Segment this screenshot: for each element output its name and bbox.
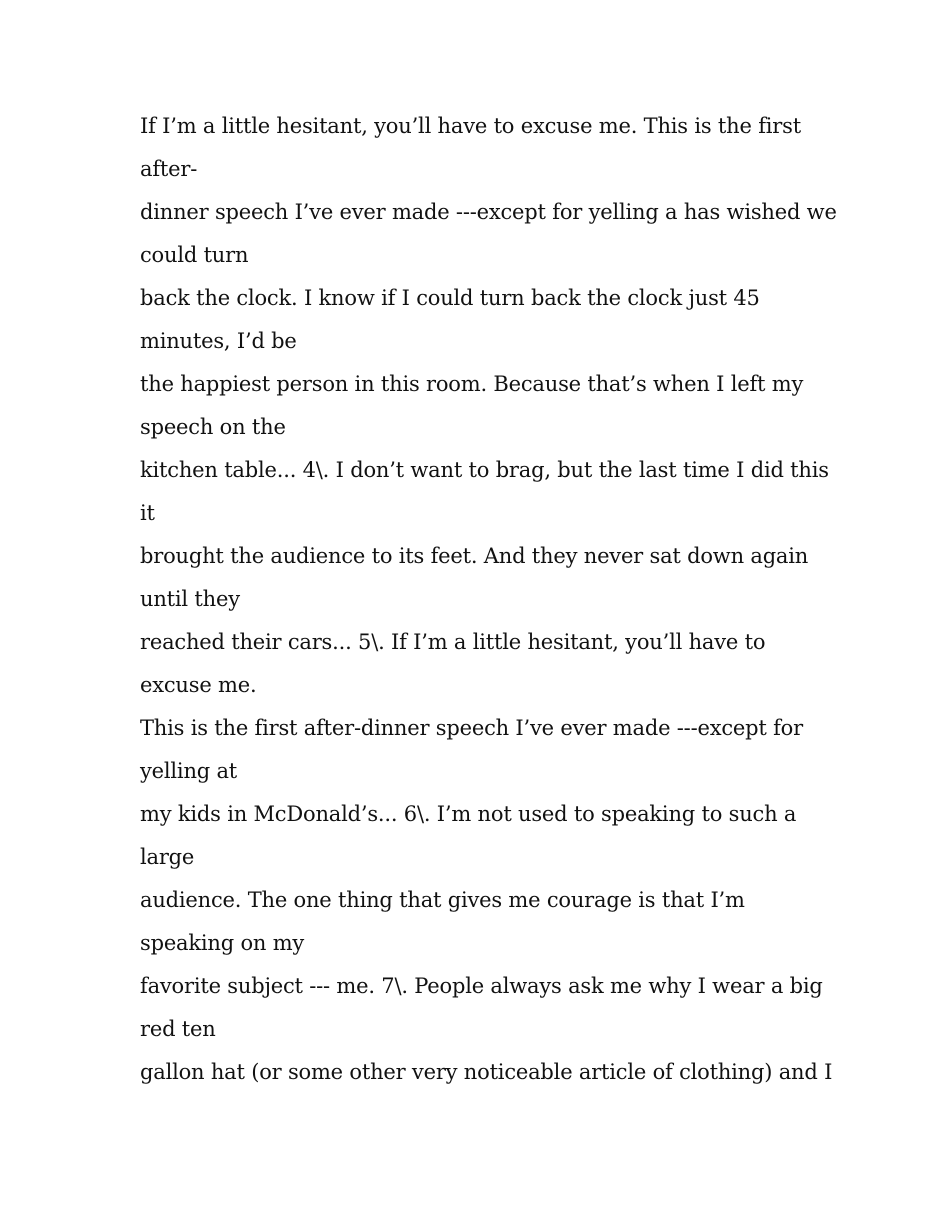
- text-line: reached their cars... 5\. If I’m a little hesitant, you’ll have to: [140, 630, 766, 654]
- text-line: minutes, I’d be: [140, 329, 297, 353]
- text-line: speech on the: [140, 415, 286, 439]
- text-line: gallon hat (or some other very noticeable article of clothing) and I: [140, 1060, 833, 1084]
- text-line: This is the first after-dinner speech I’ve ever made ---except for: [140, 716, 803, 740]
- text-line: red ten: [140, 1017, 216, 1041]
- text-line: excuse me.: [140, 673, 257, 697]
- text-line: kitchen table... 4\. I don’t want to brag, but the last time I did this: [140, 458, 829, 482]
- text-line: the happiest person in this room. Because that’s when I left my: [140, 372, 804, 396]
- text-line: until they: [140, 587, 240, 611]
- text-line: brought the audience to its feet. And they never sat down again: [140, 544, 809, 568]
- text-line: back the clock. I know if I could turn back the clock just 45: [140, 286, 760, 310]
- text-line: could turn: [140, 243, 249, 267]
- text-line: audience. The one thing that gives me courage is that I’m: [140, 888, 745, 912]
- document-body: [140, 105, 837, 1094]
- text-line: it: [140, 501, 155, 525]
- text-line: speaking on my: [140, 931, 305, 955]
- text-line: If I’m a little hesitant, you’ll have to excuse me. This is the first: [140, 114, 801, 138]
- text-line: after-: [140, 157, 198, 181]
- text-line: my kids in McDonald’s... 6\. I’m not used to speaking to such a: [140, 802, 797, 826]
- text-line: favorite subject --- me. 7\. People always ask me why I wear a big: [140, 974, 823, 998]
- text-line: yelling at: [140, 759, 238, 783]
- text-line: dinner speech I’ve ever made ---except for yelling a has wished we: [140, 200, 837, 224]
- text-line: large: [140, 845, 195, 869]
